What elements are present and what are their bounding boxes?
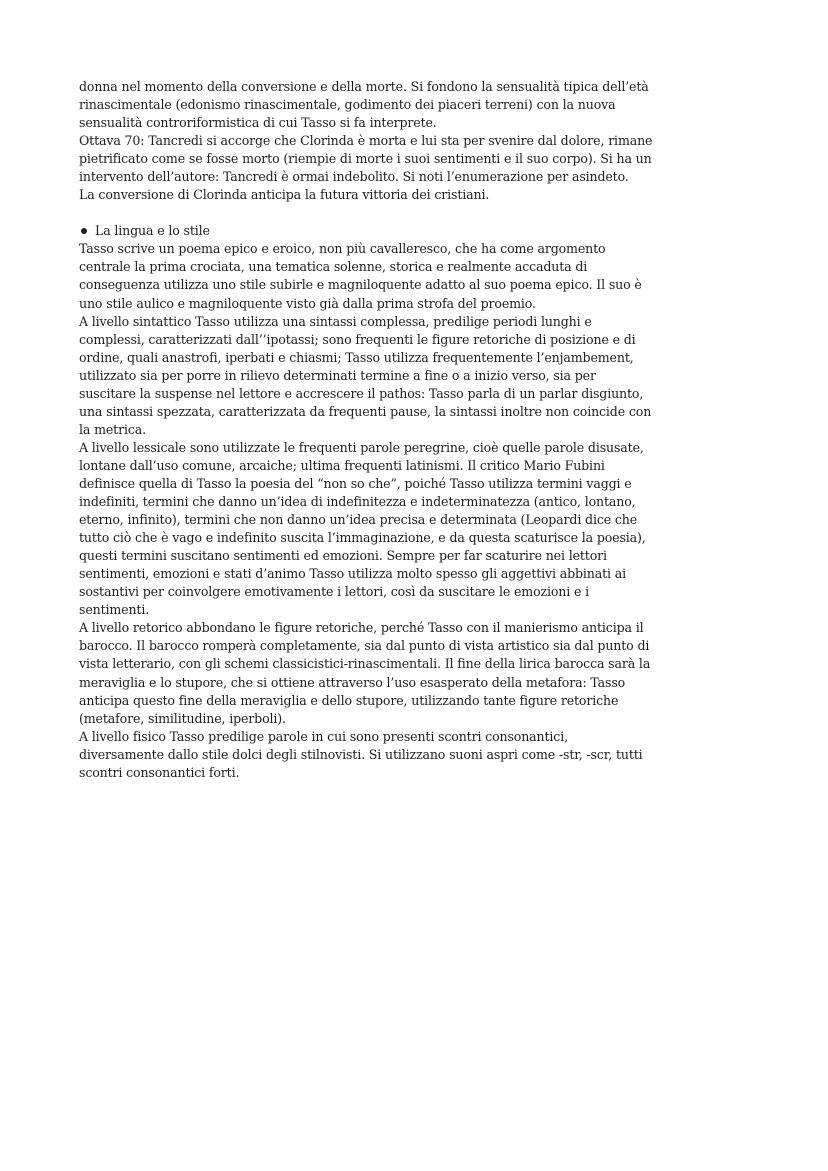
text-line: suscitare la suspense nel lettore e accrescere il pathos: Tasso parla di un parlar disgiunto, [79, 385, 644, 401]
text-line: lontane dall’uso comune, arcaiche; ultima frequenti latinismi. Il critico Mario Fubini [79, 457, 605, 473]
text-line: La conversione di Clorinda anticipa la futura vittoria dei cristiani. [79, 187, 490, 203]
text-line: A livello sintattico Tasso utilizza una sintassi complessa, predilige periodi lunghi e [79, 313, 592, 329]
text-line: centrale la prima crociata, una tematica solenne, storica e realmente accaduta di [79, 259, 588, 275]
text-line: la metrica. [79, 421, 146, 437]
paragraph-lessicale [79, 439, 759, 619]
document-page [79, 78, 759, 782]
text-line: sentimenti, emozioni e stati d’animo Tasso utilizza molto spesso gli aggettivi abbinati ai [79, 566, 626, 582]
text-line: Ottava 70: Tancredi si accorge che Clorinda è morta e lui sta per svenire dal dolore, rimane [79, 133, 653, 149]
text-line: ordine, quali anastrofi, iperbati e chiasmi; Tasso utilizza frequentemente l’enjambement, [79, 349, 634, 365]
section-heading [79, 222, 759, 240]
text-line: una sintassi spezzata, caratterizzata da frequenti pause, la sintassi inoltre non coincide con [79, 403, 652, 419]
blank-line [79, 204, 759, 222]
text-line: indefiniti, termini che danno un’idea di indefinitezza e indeterminatezza (antico, lontano, [79, 494, 636, 510]
text-line: barocco. Il barocco romperà completamente, sia dal punto di vista artistico sia dal punto di [79, 638, 650, 654]
text-line: rinascimentale (edonismo rinascimentale, godimento dei piaceri terreni) con la nuova [79, 97, 616, 113]
text-line: A livello lessicale sono utilizzate le frequenti parole peregrine, cioè quelle parole disusate, [79, 439, 644, 455]
text-line: Tasso scrive un poema epico e eroico, non più cavalleresco, che ha come argomento [79, 241, 606, 257]
text-line: A livello fisico Tasso predilige parole in cui sono presenti scontri consonantici, [79, 728, 568, 744]
text-line: tutto ciò che è vago e indefinito suscita l’immaginazione, e da questa scaturisce la poesia), [79, 530, 646, 546]
text-line: sensualità controriformistica di cui Tasso si fa interprete. [79, 115, 437, 131]
text-line: vista letterario, con gli schemi classicistici-rinascimentali. Il fine della lirica barocca sarà la [79, 656, 651, 672]
paragraph-retorico [79, 619, 759, 727]
paragraph-sintattico [79, 313, 759, 439]
text-line: questi termini suscitano sentimenti ed emozioni. Sempre per far scaturire nei lettori [79, 548, 607, 564]
text-line: (metafore, similitudine, iperboli). [79, 710, 286, 726]
text-line: diversamente dallo stile dolci degli stilnovisti. Si utilizzano suoni aspri come -str, -scr, tutti [79, 746, 643, 762]
text-line: sostantivi per coinvolgere emotivamente i lettori, così da suscitare le emozioni e i [79, 584, 590, 600]
text-line: scontri consonantici forti. [79, 764, 240, 780]
text-line: anticipa questo fine della meraviglia e dello stupore, utilizzando tante figure retoriche [79, 692, 619, 708]
text-line: pietrificato come se fosse morto (riempie di morte i suoi sentimenti e il suo corpo). Si ha un [79, 151, 652, 167]
text-line: uno stile aulico e magniloquente visto già dalla prima strofa del proemio. [79, 295, 536, 311]
text-line: donna nel momento della conversione e della morte. Si fondono la sensualità tipica dell’età [79, 79, 649, 94]
text-line: definisce quella di Tasso la poesia del “non so che”, poiché Tasso utilizza termini vaggi e [79, 475, 632, 491]
text-line: sentimenti. [79, 602, 150, 618]
text-line: meraviglia e lo stupore, che si ottiene attraverso l’uso esasperato della metafora: Tasso [79, 674, 626, 690]
text-line: utilizzato sia per porre in rilievo determinati termine a fine o a inizio verso, sia per [79, 367, 596, 383]
paragraph-intro-stile [79, 240, 759, 312]
text-line: intervento dell’autore: Tancredi è ormai indebolito. Si noti l’enumerazione per asindeto. [79, 169, 629, 185]
section-title: La lingua e lo stile [95, 223, 210, 239]
text-line: conseguenza utilizza uno stile subirle e magniloquente adatto al suo poema epico. Il suo è [79, 277, 642, 293]
text-line: eterno, infinito), termini che non danno un’idea precisa e determinata (Leopardi dice che [79, 512, 638, 528]
text-line: complessi, caratterizzati dall’’ipotassi; sono frequenti le figure retoriche di posizione e di [79, 331, 636, 347]
intro-paragraph [79, 78, 759, 204]
paragraph-fisico [79, 728, 759, 782]
bullet-icon [81, 228, 87, 234]
text-line: A livello retorico abbondano le figure retoriche, perché Tasso con il manierismo anticipa il [79, 620, 644, 636]
